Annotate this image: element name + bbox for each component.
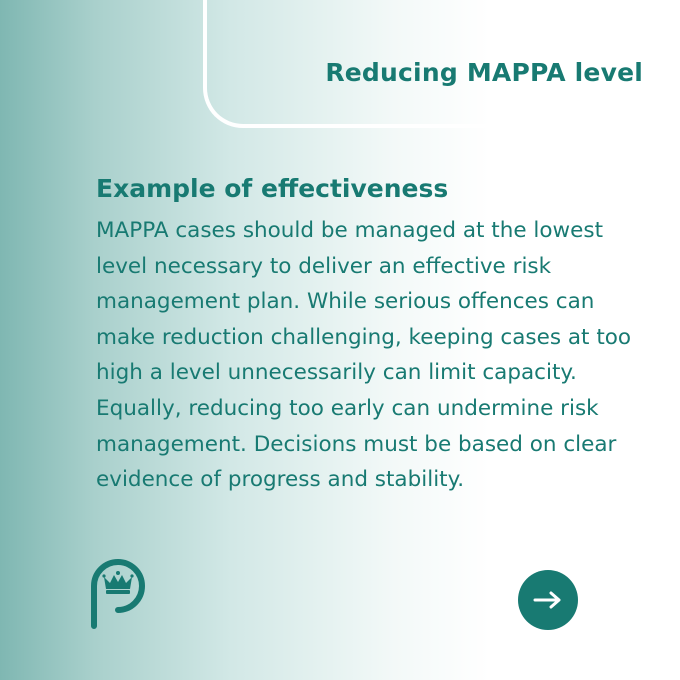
arrow-right-icon [533,590,563,610]
next-button[interactable] [518,570,578,630]
content-block [96,174,636,498]
section-heading: Example of effectiveness [96,174,449,203]
body-paragraph: MAPPA cases should be managed at the lowest level necessary to deliver an effective risk management plan. While serious offences can make reduction challenging, keeping cases at too high a level unnecessarily can limit capacity. Equally, reducing too early can undermine risk management. Decisions must be based on clear evidence of progress and stability. [96,218,632,493]
page-title: Reducing MAPPA level [325,58,643,87]
probation-logo-icon [88,556,148,630]
crown-icon [102,571,133,594]
